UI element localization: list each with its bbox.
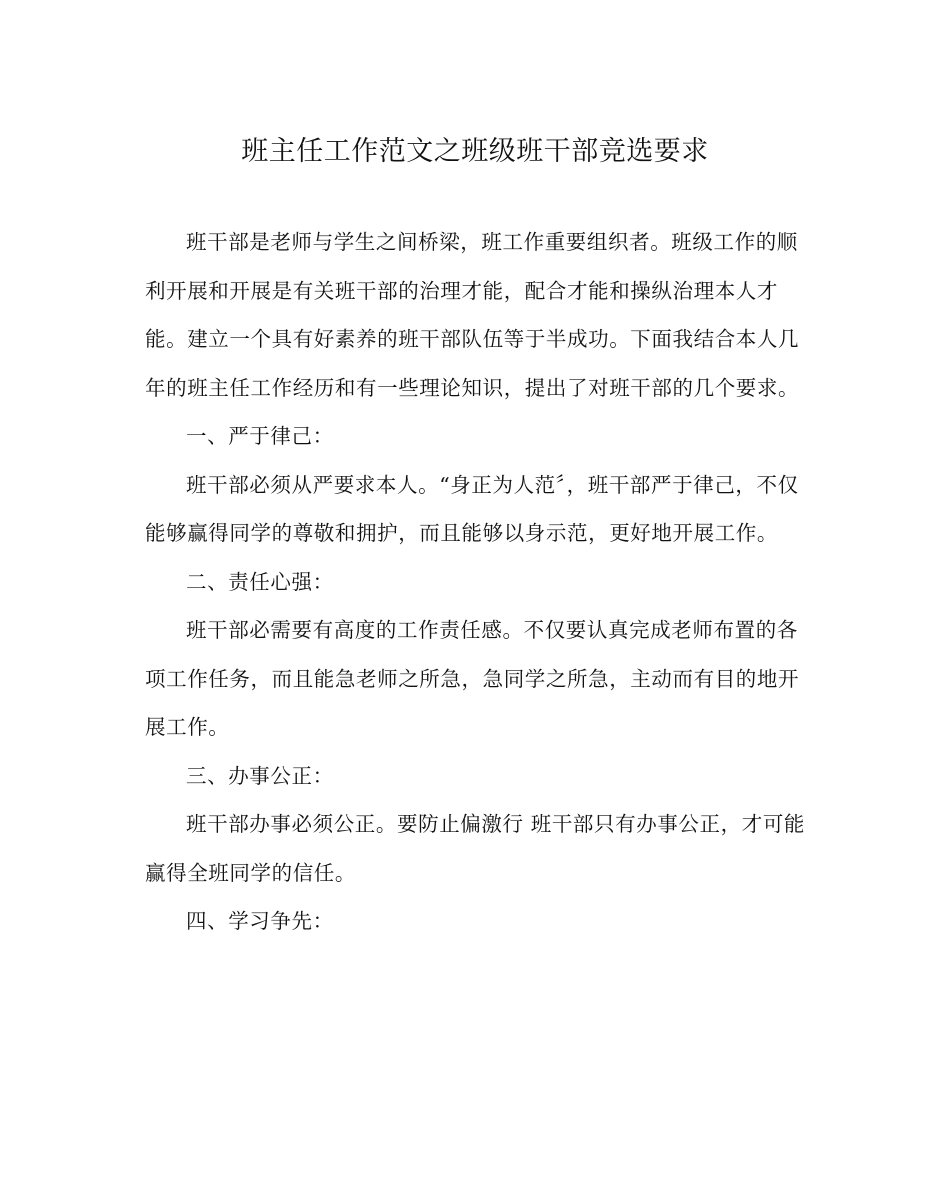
- paragraph-section-2: 班干部必需要有高度的工作责任感。不仅要认真完成老师布置的各项工作任务，而且能急老师之所急，急同学之所急，主动而有目的地开展工作。: [145, 618, 800, 739]
- paragraph-section-1: 班干部必须从严要求本人。“身正为人范〞，班干部严于律己，不仅能够赢得同学的尊敬和拥护，而且能够以身示范，更好地开展工作。: [145, 472, 799, 545]
- paragraph-section-3: 班干部办事必须公正。要防止偏激行 班干部只有办事公正，才可能赢得全班同学的信任。: [145, 812, 806, 885]
- section-heading-4: 四、学习争先：: [186, 909, 334, 933]
- section-heading-2: 二、责任心强：: [186, 569, 334, 594]
- document-title: 班主任工作范文之班级班干部竞选要求: [241, 136, 709, 167]
- section-heading-3: 三、办事公正：: [186, 763, 334, 788]
- section-heading-1: 一、严于律己：: [186, 424, 334, 448]
- document-body: [145, 218, 805, 946]
- paragraph-intro: 班干部是老师与学生之间桥梁，班工作重要组织者。班级工作的顺利开展和开展是有关班干部的治理才能，配合才能和操纵治理本人才能。建立一个具有好素养的班干部队伍等于半成功。下面我结合本人几年的班主任工作经历和有一些理论知识，提出了对班干部的几个要求。: [145, 230, 800, 400]
